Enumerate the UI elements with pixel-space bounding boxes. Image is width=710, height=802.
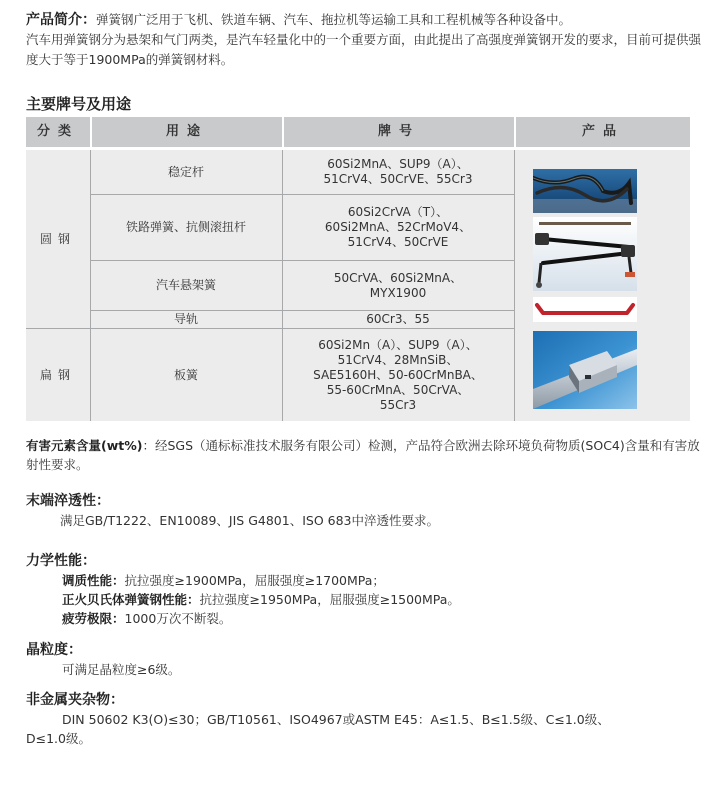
grade-line: 55-60CrMnA、50CrVA、 — [326, 382, 470, 397]
mechanical-title: 力学性能： — [26, 553, 96, 569]
stabilizer-bar-photo — [533, 169, 637, 213]
grade-line: 51CrV4、50CrVE — [347, 235, 449, 249]
intro-label: 产品简介： — [26, 12, 96, 28]
grade-line: 60Si2Mn（A）、SUP9（A）、 — [318, 337, 478, 352]
grade-line: 60Si2MnA、SUP9（A）、 — [327, 157, 469, 171]
grain-title: 晶粒度： — [26, 642, 82, 658]
grades-auto-suspension-spring — [282, 261, 514, 310]
inclusions-title: 非金属夹杂物： — [26, 692, 124, 708]
grade-line: SAE5160H、50-60CrMnBA、 — [313, 367, 483, 382]
column-divider — [514, 150, 515, 421]
inclusions-line1: DIN 50602 K3(O)≤30；GB/T10561、ISO4967或ASTM E45：A≤1.5、B≤1.5级、C≤1.0级、 — [62, 712, 610, 727]
mechanical-item — [26, 609, 702, 628]
intro-first-line — [26, 10, 702, 30]
product-intro — [26, 10, 702, 70]
grain-size-section — [26, 640, 702, 679]
use-auto-suspension-spring: 汽车悬架簧 — [155, 278, 216, 292]
mechanical-item-value: 抗拉强度≥1950MPa，屈服强度≥1500MPa。 — [199, 592, 460, 607]
intro-line1: 弹簧钢广泛用于飞机、铁道车辆、汽车、拖拉机等运输工具和工程机械等各种设备中。 — [96, 12, 572, 27]
mechanical-item-label: 疲劳极限： — [62, 611, 125, 626]
grades-section-title: 主要牌号及用途 — [26, 95, 132, 113]
mechanical-item — [26, 571, 702, 590]
use-leaf-spring: 板簧 — [173, 367, 198, 382]
table-header — [26, 117, 690, 147]
grade-line: 51CrV4、28MnSiB、 — [337, 352, 459, 367]
inclusions-section — [26, 690, 702, 748]
header-category: 分类 — [36, 124, 79, 139]
linear-guide-photo — [533, 331, 637, 409]
grade-line: 55Cr3 — [379, 397, 417, 412]
harmful-elements-paragraph — [26, 436, 702, 474]
grain-text: 可满足晶粒度≥6级。 — [62, 662, 181, 677]
grade-line: 51CrV4、50CrVE、55Cr3 — [323, 172, 473, 186]
rail-bar-photo — [533, 297, 637, 322]
mechanical-item-value: 抗拉强度≥1900MPa，屈服强度≥1700MPa； — [124, 573, 385, 588]
use-railway-spring: 铁路弹簧、抗侧滚扭杆 — [125, 220, 246, 234]
mechanical-item-value: 1000万次不断裂。 — [124, 611, 232, 626]
category-flat-steel: 扁钢 — [39, 367, 76, 382]
grades-leaf-spring — [282, 329, 514, 421]
mechanical-properties-section — [26, 551, 702, 628]
mechanical-item-label: 调质性能： — [62, 573, 125, 588]
intro-paragraph: 汽车用弹簧钢分为悬架和气门两类，是汽车轻量化中的一个重要方面，由此提出了高强度弹簧钢开发的要求，目前可提供强度大于等于1900MPa的弹簧钢材料。 — [26, 32, 702, 67]
grade-line: 60Si2MnA、52CrMoV4、 — [324, 220, 472, 234]
header-grade: 牌号 — [282, 117, 514, 147]
harmful-elements-text: ：经SGS（通标标准技术服务有限公司）检测，产品符合欧洲去除环境负荷物质(SOC4)含量和有害放射性要求。 — [26, 438, 700, 472]
grades-guide-rail: 60Cr3、55 — [366, 312, 430, 326]
grade-line: MYX1900 — [369, 285, 427, 300]
hardenability-title: 末端淬透性： — [26, 493, 110, 509]
mechanical-item — [26, 590, 702, 609]
header-use: 用途 — [90, 117, 282, 147]
grades-stabilizer-bar — [282, 150, 514, 194]
category-round-steel: 圆钢 — [39, 231, 76, 246]
inclusions-line2: D≤1.0级。 — [26, 731, 91, 746]
header-product: 产品 — [514, 117, 690, 147]
grade-line: 60Si2CrVA（T）、 — [347, 205, 449, 219]
use-stabilizer-bar: 稳定杆 — [167, 164, 204, 179]
torsion-bar-photo — [533, 217, 637, 291]
grades-railway-spring — [282, 195, 514, 260]
grade-line: 50CrVA、60Si2MnA、 — [333, 270, 463, 285]
hardenability-text: 满足GB/T1222、EN10089、JIS G4801、ISO 683中淬透性要求。 — [60, 513, 440, 528]
harmful-elements-label: 有害元素含量(wt%) — [26, 438, 143, 453]
hardenability-section — [26, 491, 702, 530]
mechanical-item-label: 正火贝氏体弹簧钢性能： — [62, 592, 200, 607]
use-guide-rail: 导轨 — [173, 312, 198, 326]
